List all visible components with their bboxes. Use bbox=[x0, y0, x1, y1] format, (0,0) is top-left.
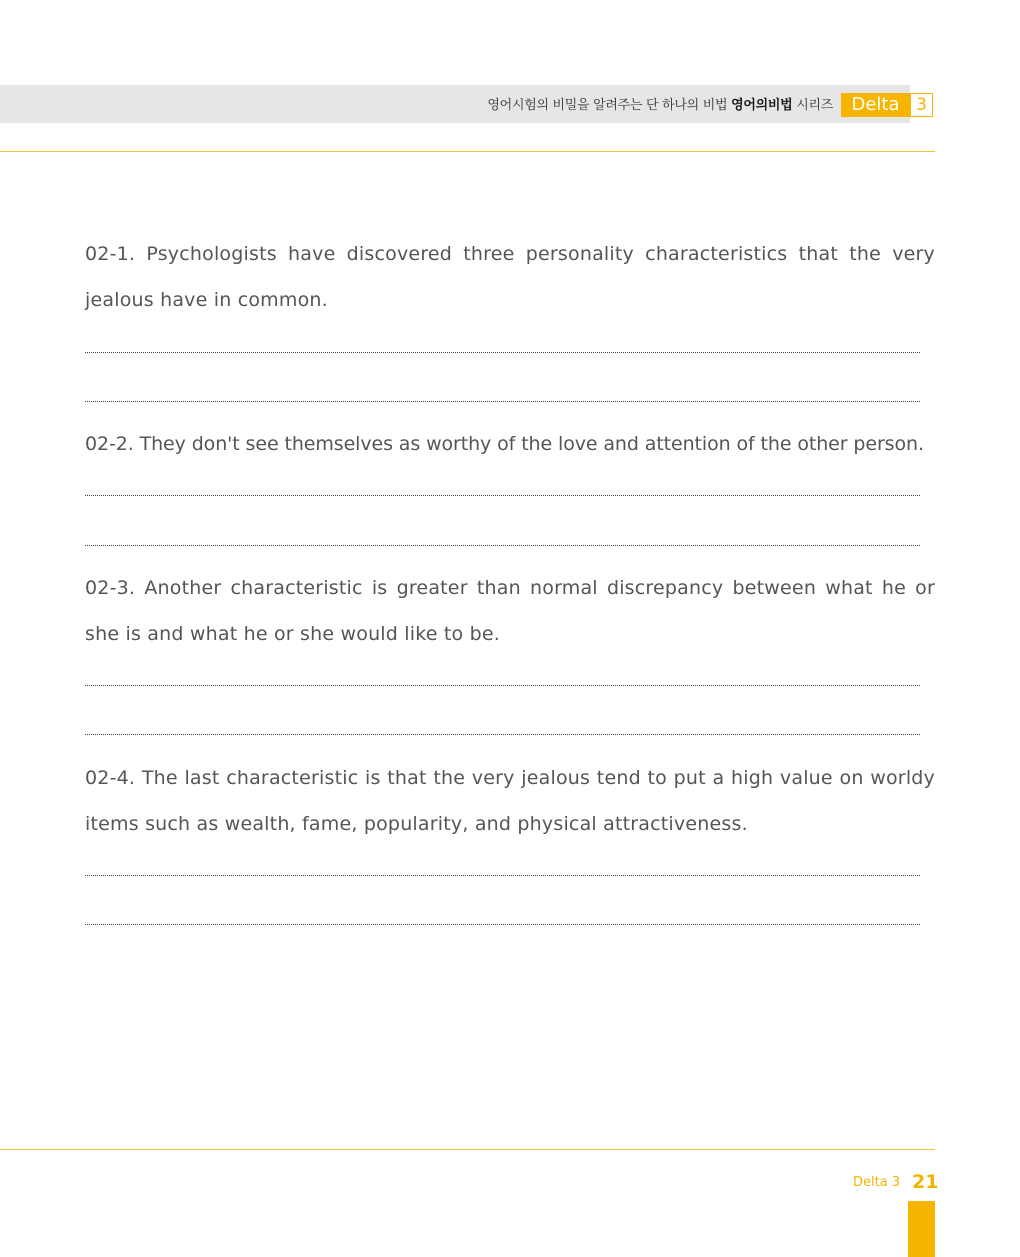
page-number: 21 bbox=[912, 1171, 939, 1193]
header-tagline-row bbox=[487, 94, 833, 113]
exercise-02-2: 02-2. They don't see themselves as worthy of the love and attention of the other person. bbox=[85, 433, 924, 455]
footer-divider bbox=[0, 1149, 935, 1150]
answer-line[interactable] bbox=[85, 685, 920, 686]
exercise-02-1: 02-1. Psychologists have discovered three personality characteristics that the very jealous have in common. bbox=[85, 243, 935, 311]
header-series-suffix: 시리즈 bbox=[796, 98, 833, 113]
page-tab-marker bbox=[908, 1201, 935, 1257]
answer-line[interactable] bbox=[85, 401, 920, 402]
answer-line[interactable] bbox=[85, 924, 920, 925]
header-tagline: 영어시험의 비밀을 알려주는 단 하나의 비법 bbox=[487, 98, 728, 113]
answer-line[interactable] bbox=[85, 352, 920, 353]
answer-line[interactable] bbox=[85, 734, 920, 735]
header-divider bbox=[0, 151, 935, 152]
level-badge: 3 bbox=[910, 93, 933, 117]
answer-line[interactable] bbox=[85, 495, 920, 496]
header-brand: 영어의비법 bbox=[731, 98, 793, 113]
exercise-02-3: 02-3. Another characteristic is greater than normal discrepancy between what he or she is and what he or she would like to be. bbox=[85, 577, 935, 645]
answer-line[interactable] bbox=[85, 875, 920, 876]
series-badge: Delta bbox=[841, 93, 910, 117]
answer-line[interactable] bbox=[85, 545, 920, 546]
footer-series-label: Delta 3 bbox=[853, 1175, 901, 1190]
exercise-02-4: 02-4. The last characteristic is that the very jealous tend to put a high value on worldy items such as wealth, fame, popularity, and physical attractiveness. bbox=[85, 767, 935, 835]
